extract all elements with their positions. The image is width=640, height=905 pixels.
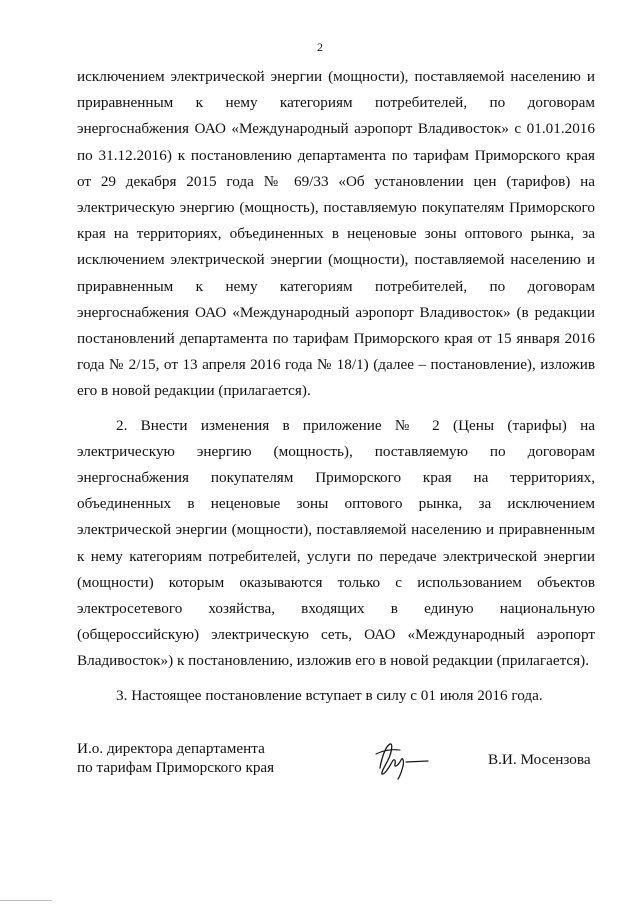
handwritten-signature (370, 738, 440, 780)
signatory-title (77, 739, 274, 777)
document-body (77, 64, 595, 709)
signatory-title-line-2: по тарифам Приморского края (77, 759, 275, 776)
scan-edge-line (0, 900, 52, 901)
signatory-name: В.И. Мосензова (488, 751, 591, 768)
paragraph-item-2: 2. Внести изменения в приложение № 2 (Цены (тарифы) на электрическую энергию (мощность), поставляемую по договорам энергоснабжения покупателям Приморского края на территориях, объединенных в неценовые зоны оптового рынка, за исключением электрической энергии (мощности), поставляемой населению и приравненным к нему категориям потребителей, услуги по передаче электрической энергии (мощности) которым оказываются только с использованием объектов электросетевого хозяйства, входящих в единую национальную (общероссийскую) электрическую сеть, ОАО «Международный аэропорт Владивосток») к постановлению, изложив его в новой редакции (прилагается). (77, 416, 595, 670)
paragraph-continuation: исключением электрической энергии (мощности), поставляемой населению и приравненным к нему категориям потребителей, по договорам энергоснабжения ОАО «Международный аэропорт Владивосток» с 01.01.2016 по 31.12.2016) к постановлению департамента по тарифам Приморского края от 29 декабря 2015 года № 69/33 «Об установлении цен (тарифов) на электрическую энергию (мощность), поставляемую покупателям Приморского края на территориях, объединенных в неценовые зоны оптового рынка, за исключением электрической энергии (мощности), поставляемой населению и приравненным к нему категориям потребителей, по договорам энергоснабжения ОАО «Международный аэропорт Владивосток» (в редакции постановлений департамента по тарифам Приморского края от 15 января 2016 года № 2/15, от 13 апреля 2016 года № 18/1) (далее – постановление), изложив его в новой редакции (прилагается). (77, 68, 595, 400)
signatory-title-line-1: И.о. директора департамента (77, 740, 265, 757)
paragraph-item-3: 3. Настоящее постановление вступает в силу с 01 июля 2016 года. (116, 686, 543, 704)
page-number: 2 (317, 40, 323, 54)
